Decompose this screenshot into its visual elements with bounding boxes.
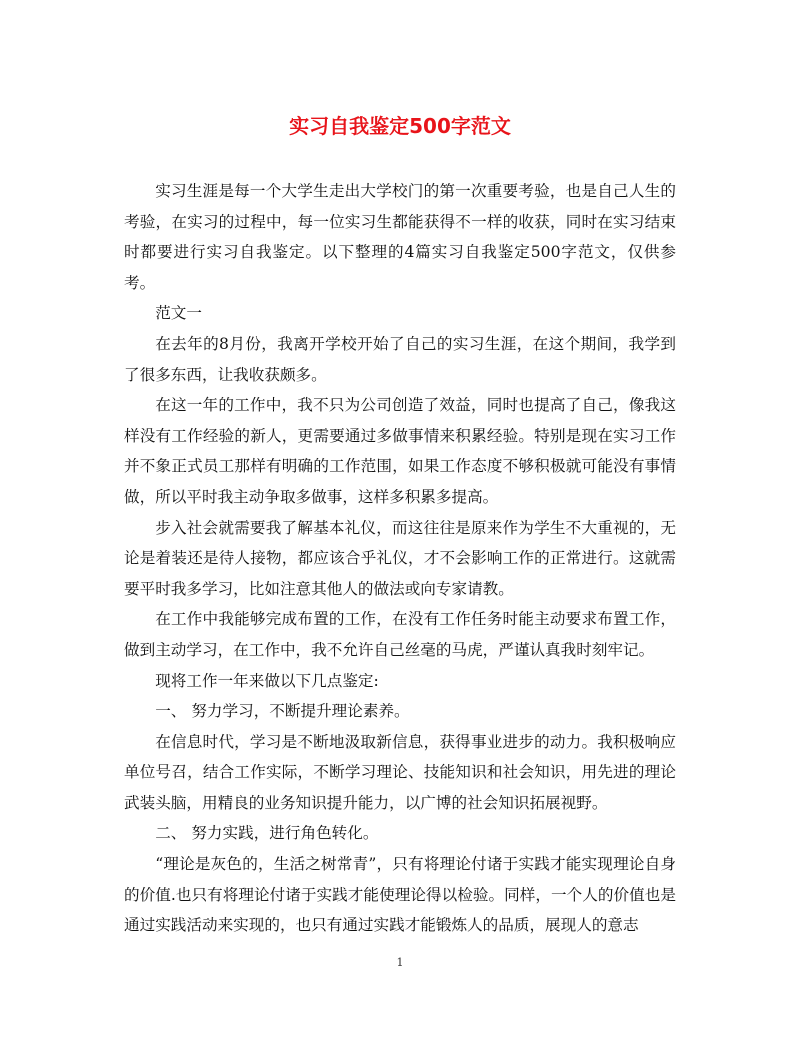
document-body [124, 176, 676, 941]
paragraph-intro: 实习生涯是每一个大学生走出大学校门的第一次重要考验，也是自己人生的考验，在实习的过程中，每一位实习生都能获得不一样的收获，同时在实习结束时都要进行实习自我鉴定。以下整理的4篇实习自我鉴定500字范文，仅供参考。 [124, 182, 676, 292]
paragraph-7: “理论是灰色的，生活之树常青”，只有将理论付诸于实践才能实现理论自身的价值.也只有将理论付诸于实践才能使理论得以检验。同样，一个人的价值也是通过实践活动来实现的，也只有通过实践才能锻炼人的品质，展现人的意志 [124, 855, 676, 935]
paragraph-3: 步入社会就需要我了解基本礼仪，而这往往是原来作为学生不大重视的，无论是着装还是待人接物，都应该合乎礼仪，才不会影响工作的正常进行。这就需要平时我多学习，比如注意其他人的做法或向专家请教。 [124, 518, 676, 598]
paragraph-5: 现将工作一年来做以下几点鉴定: [155, 671, 379, 690]
document-title: 实习自我鉴定500字范文 [289, 114, 511, 138]
paragraph-sample-heading: 范文一 [155, 304, 202, 323]
paragraph-4: 在工作中我能够完成布置的工作，在没有工作任务时能主动要求布置工作，做到主动学习，在工作中，我不允许自己丝毫的马虎，严谨认真我时刻牢记。 [124, 610, 676, 659]
paragraph-6: 在信息时代，学习是不断地汲取新信息，获得事业进步的动力。我积极响应单位号召，结合工作实际，不断学习理论、技能知识和社会知识，用先进的理论武装头脑，用精良的业务知识提升能力，以广博的社会知识拓展视野。 [124, 732, 676, 812]
paragraph-1: 在去年的8月份，我离开学校开始了自己的实习生涯，在这个期间，我学到了很多东西，让我收获颇多。 [124, 334, 676, 384]
section-heading-1: 一、 努力学习，不断提升理论素养。 [155, 702, 410, 721]
section-heading-2: 二、 努力实践，进行角色转化。 [155, 824, 379, 843]
page-number: 1 [396, 956, 404, 969]
paragraph-2: 在这一年的工作中，我不只为公司创造了效益，同时也提高了自己，像我这样没有工作经验的新人，更需要通过多做事情来积累经验。特别是现在实习工作并不象正式员工那样有明确的工作范围，如果工作态度不够积极就可能没有事情做，所以平时我主动争取多做事，这样多积累多提高。 [124, 396, 676, 506]
